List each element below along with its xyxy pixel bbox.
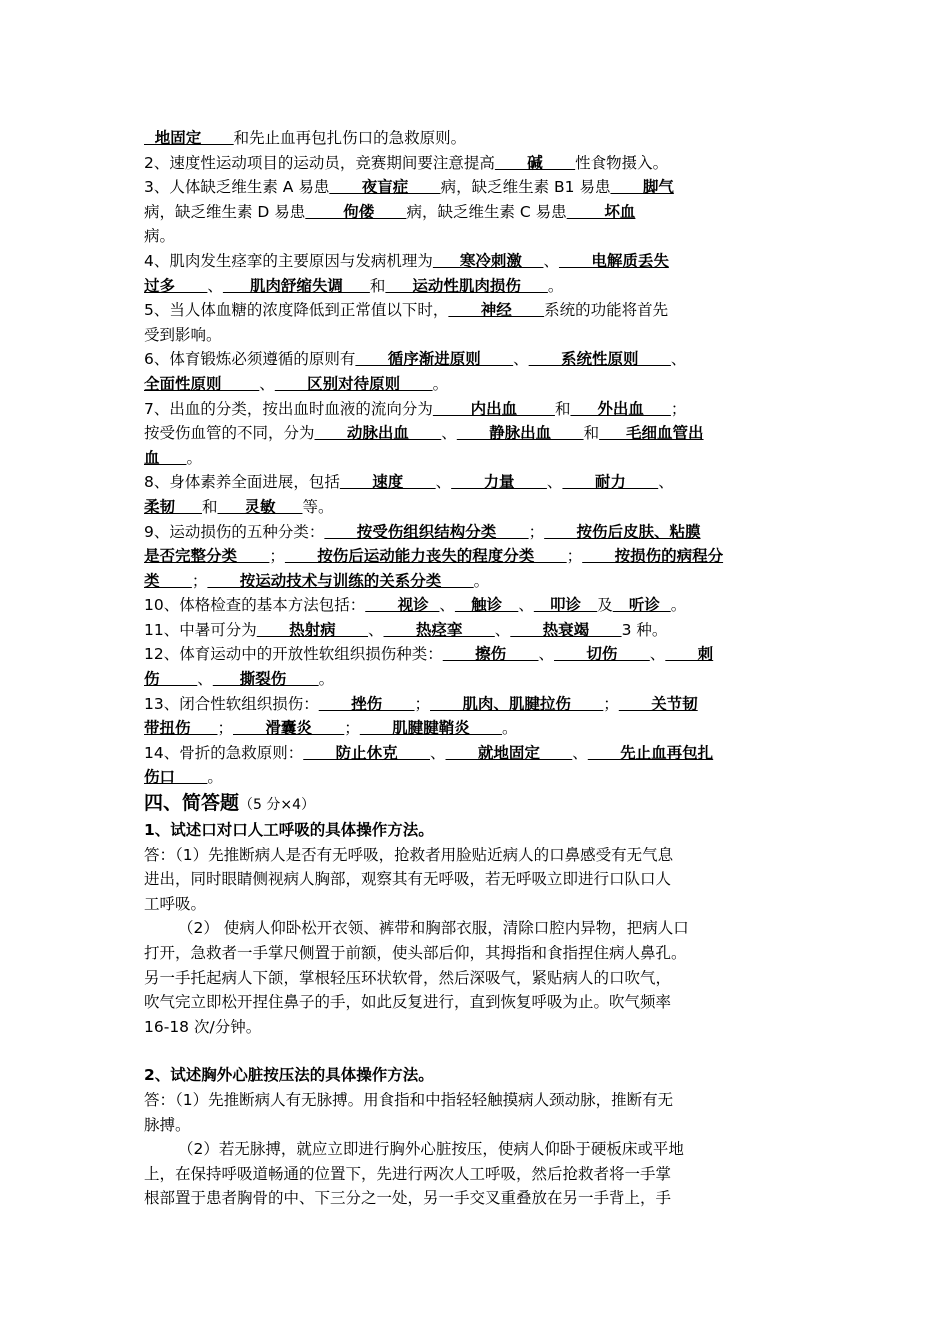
question-text: 2、速度性运动项目的运动员，竞赛期间要注意提高 (144, 153, 495, 172)
question-text: 、 (658, 473, 674, 492)
question-text: 病。 (144, 227, 176, 246)
question-text: ； (344, 719, 360, 738)
question-1-title: 1、试述口对口人工呼吸的具体操作方法。 (144, 821, 434, 840)
fill-line (144, 175, 808, 200)
question-text: ； (603, 694, 619, 713)
answer-blank: 叩诊 (533, 596, 598, 615)
question-text: 。 (473, 571, 490, 590)
question-text: 、 (670, 350, 687, 369)
question-text: 和 (583, 424, 600, 443)
answer-blank: 按伤后皮肤、粘膜 (544, 522, 701, 541)
fill-blank-answers (144, 126, 808, 790)
answer-blank: 毛细血管出 (599, 424, 704, 443)
question-text: 受到影响。 (144, 325, 222, 344)
question-text: 、 (572, 743, 588, 762)
question-text: ； (414, 694, 431, 713)
fill-line (144, 470, 808, 495)
fill-line (144, 421, 808, 446)
question-text: ； (670, 399, 687, 418)
answer-blank: 肌腱腱鞘炎 (359, 719, 503, 738)
fill-line (144, 224, 808, 249)
answer-blank: 脚气 (610, 178, 674, 197)
question-text: 9、运动损伤的五种分类： (144, 522, 325, 541)
question-text: 8、身体素养全面进展，包括 (144, 473, 340, 492)
answer-blank: 动脉出血 (314, 424, 442, 443)
answer-blank: 带扭伤 (144, 719, 218, 738)
answer-blank: 耐力 (562, 473, 659, 492)
question-text: 、 (513, 350, 529, 369)
answer-blank: 电解质丢失 (558, 251, 669, 270)
answer-blank: 柔韧 (144, 497, 202, 516)
question-text: 和先止血再包扎伤口的急救原则。 (233, 129, 467, 147)
fill-line (144, 741, 808, 766)
fill-line (144, 298, 808, 323)
question-text: 等。 (302, 497, 334, 516)
question-text: 7、出血的分类，按出血时血液的流向分为 (144, 399, 433, 418)
answer-blank: 按损伤的病程分 (582, 547, 724, 566)
q1-answer-line: 工呼吸。 (144, 894, 207, 913)
answer-blank: 伤 (144, 670, 198, 689)
answer-blank: 按受伤组织结构分类 (324, 522, 529, 541)
answer-blank: 就地固定 (445, 743, 573, 762)
fill-line (144, 200, 808, 225)
question-text: 14、骨折的急救原则： (144, 743, 304, 762)
fill-line (144, 249, 808, 274)
q2-answer-line: 上，在保持呼吸道畅通的位置下，先进行两次人工呼吸，然后抢救者将一手掌 (144, 1164, 672, 1183)
fill-line (144, 372, 808, 397)
question-text: ； (191, 571, 208, 590)
spacer (144, 1039, 808, 1063)
question-text: 、 (207, 276, 223, 295)
answer-blank: 热衰竭 (510, 620, 622, 639)
section-score-note: （5 分×4） (239, 797, 316, 814)
fill-line (144, 126, 808, 151)
answer-blank: 地固定 (144, 129, 234, 147)
question-text: 、 (441, 424, 457, 443)
answer-blank: 坏血 (566, 202, 636, 221)
answer-blank: 碱 (494, 153, 576, 172)
answer-blank: 防止休克 (303, 743, 430, 762)
fill-line (144, 765, 808, 790)
answer-blank: 区别对待原则 (274, 374, 433, 393)
question-text: 病，缺乏维生素 D 易患 (144, 202, 306, 221)
question-text: 、 (538, 645, 555, 664)
question-text: 、 (494, 620, 511, 639)
q2-answer-line: 答：（1）先推断病人有无脉搏。用食指和中指轻轻触摸病人颈动脉，推断有无 (144, 1090, 674, 1109)
question-text: 和 (369, 276, 386, 295)
question-text: 。 (547, 276, 564, 295)
answer-blank: 热痉挛 (383, 620, 495, 639)
question-1 (144, 818, 808, 1039)
fill-line (144, 274, 808, 299)
question-text: 、 (649, 645, 666, 664)
answer-blank: 全面性原则 (144, 374, 260, 393)
answer-blank: 是否完整分类 (144, 547, 270, 566)
answer-blank: 滑囊炎 (233, 719, 345, 738)
question-text: 、 (197, 670, 213, 689)
answer-blank: 关节韧 (618, 694, 698, 713)
answer-blank: 系统性原则 (528, 350, 671, 369)
q1-answer-line: 答：（1）先推断病人是否有无呼吸，抢救者用脸贴近病人的口鼻感受有无气息 (144, 845, 674, 864)
answer-blank: 速度 (339, 473, 436, 492)
fill-line (144, 495, 808, 520)
answer-blank: 运动性肌肉损伤 (385, 276, 548, 295)
question-text: 按受伤血管的不同，分为 (144, 424, 315, 443)
q1-answer-line: 另一手托起病人下颌，掌根轻压环状软骨，然后深吸气，紧贴病人的口吹气， (144, 968, 672, 987)
answer-blank: 热射病 (256, 620, 368, 639)
answer-blank: 外出血 (570, 399, 671, 418)
question-text: 病，缺乏维生素 C 易患 (406, 202, 567, 221)
question-text: 、 (259, 374, 275, 393)
q1-answer-line: 16-18 次/分钟。 (144, 1017, 262, 1036)
question-text: 系统的功能将首先 (544, 301, 669, 320)
question-text: 11、中暑可分为 (144, 620, 257, 639)
question-text: 12、体育运动中的开放性软组织损伤种类： (144, 645, 443, 664)
question-text: ； (528, 522, 545, 541)
question-text: 及 (597, 596, 613, 615)
answer-blank: 过多 (144, 276, 208, 295)
answer-blank: 静脉出血 (456, 424, 584, 443)
answer-blank: 切伤 (554, 645, 650, 664)
q2-answer-line: 根部置于患者胸骨的中、下三分之一处，另一手交叉重叠放在另一手背上，手 (144, 1189, 672, 1208)
question-text: 6、体育锻炼必须遵循的原则有 (144, 350, 356, 369)
answer-blank: 佝偻 (305, 202, 407, 221)
answer-blank: 寒冷刺激 (432, 251, 544, 270)
question-text: 。 (670, 596, 687, 615)
section-title: 四、简答题 (144, 792, 240, 815)
document-page (144, 126, 808, 1211)
fill-line (144, 520, 808, 545)
answer-blank: 先止血再包扎 (587, 743, 714, 762)
question-text: 4、肌肉发生痉挛的主要原因与发病机理为 (144, 251, 433, 270)
question-text: 、 (543, 251, 559, 270)
fill-line (144, 397, 808, 422)
answer-blank: 夜盲症 (329, 178, 441, 197)
answer-blank: 内出血 (432, 399, 555, 418)
answer-blank: 肌肉舒缩失调 (222, 276, 370, 295)
question-2-title: 2、试述胸外心脏按压法的具体操作方法。 (144, 1066, 434, 1085)
question-text: 3 种。 (621, 620, 668, 639)
question-text: 和 (554, 399, 571, 418)
answer-blank: 听诊 (612, 596, 671, 615)
q1-answer-line: 打开，急救者一手掌尺侧置于前额，使头部后仰，其拇指和食指捏住病人鼻孔。 (144, 944, 687, 962)
q1-answer-line: 进出，同时眼睛侧视病人胸部，观察其有无呼吸，若无呼吸立即进行口队口人 (144, 870, 672, 889)
question-text: 13、闭合性软组织损伤： (144, 694, 319, 713)
answer-blank: 按伤后运动能力丧失的程度分类 (284, 547, 567, 566)
question-text: 3、人体缺乏维生素 A 易患 (144, 178, 330, 197)
fill-line (144, 692, 808, 717)
question-text: 、 (430, 743, 446, 762)
answer-blank: 视诊 (365, 596, 440, 615)
answer-blank: 伤口 (144, 768, 208, 787)
answer-blank: 触诊 (454, 596, 519, 615)
question-text: ； (566, 547, 583, 566)
q2-answer-line: 脉搏。 (144, 1115, 191, 1134)
answer-blank: 擦伤 (442, 645, 539, 664)
answer-blank: 肌肉、肌腱拉伤 (430, 694, 604, 713)
question-text: 性食物摄入。 (575, 153, 669, 172)
fill-line (144, 323, 808, 348)
fill-line (144, 618, 808, 643)
question-text: ； (217, 719, 233, 738)
answer-blank: 神经 (448, 301, 545, 320)
question-text: 、 (368, 620, 384, 639)
fill-line (144, 716, 808, 741)
q1-answer-line: 吹气完立即松开捏住鼻子的手，如此反复进行，直到恢复呼吸为止。吹气频率 (144, 993, 672, 1012)
question-text: 。 (318, 670, 335, 689)
question-text: 5、当人体血糖的浓度降低到正常值以下时， (144, 301, 449, 320)
fill-line (144, 151, 808, 176)
fill-line (144, 446, 808, 471)
question-text: 10、体格检查的基本方法包括： (144, 596, 366, 615)
answer-blank: 力量 (451, 473, 547, 492)
question-text: 。 (207, 768, 223, 787)
question-text: 和 (201, 497, 218, 516)
question-text: 、 (518, 596, 534, 615)
answer-blank: 挫伤 (318, 694, 415, 713)
fill-line (144, 347, 808, 372)
fill-line (144, 544, 808, 569)
answer-blank: 撕裂伤 (212, 670, 319, 689)
q2-answer-line: （2）若无脉搏，就应立即进行胸外心脏按压，使病人仰卧于硬板床或平地 (178, 1140, 684, 1159)
answer-blank: 刺 (665, 645, 714, 664)
fill-line (144, 667, 808, 692)
question-text: 。 (502, 719, 518, 738)
q1-answer-line: （2） 使病人仰卧松开衣领、裤带和胸部衣服，清除口腔内异物，把病人口 (178, 919, 689, 938)
question-text: 、 (439, 596, 455, 615)
answer-blank: 血 (144, 448, 187, 467)
fill-line (144, 642, 808, 667)
section-heading (144, 790, 808, 818)
question-2 (144, 1063, 808, 1211)
question-text: 、 (435, 473, 452, 492)
question-text: 。 (432, 374, 449, 393)
question-text: 。 (186, 448, 202, 467)
fill-line (144, 569, 808, 594)
question-text: 、 (546, 473, 563, 492)
answer-blank: 灵敏 (217, 497, 303, 516)
question-text: 病，缺乏维生素 B1 易患 (440, 178, 611, 197)
answer-blank: 按运动技术与训练的关系分类 (207, 571, 474, 590)
fill-line (144, 593, 808, 618)
answer-blank: 类 (144, 571, 192, 590)
answer-blank: 循序渐进原则 (355, 350, 514, 369)
question-text: ； (269, 547, 285, 566)
